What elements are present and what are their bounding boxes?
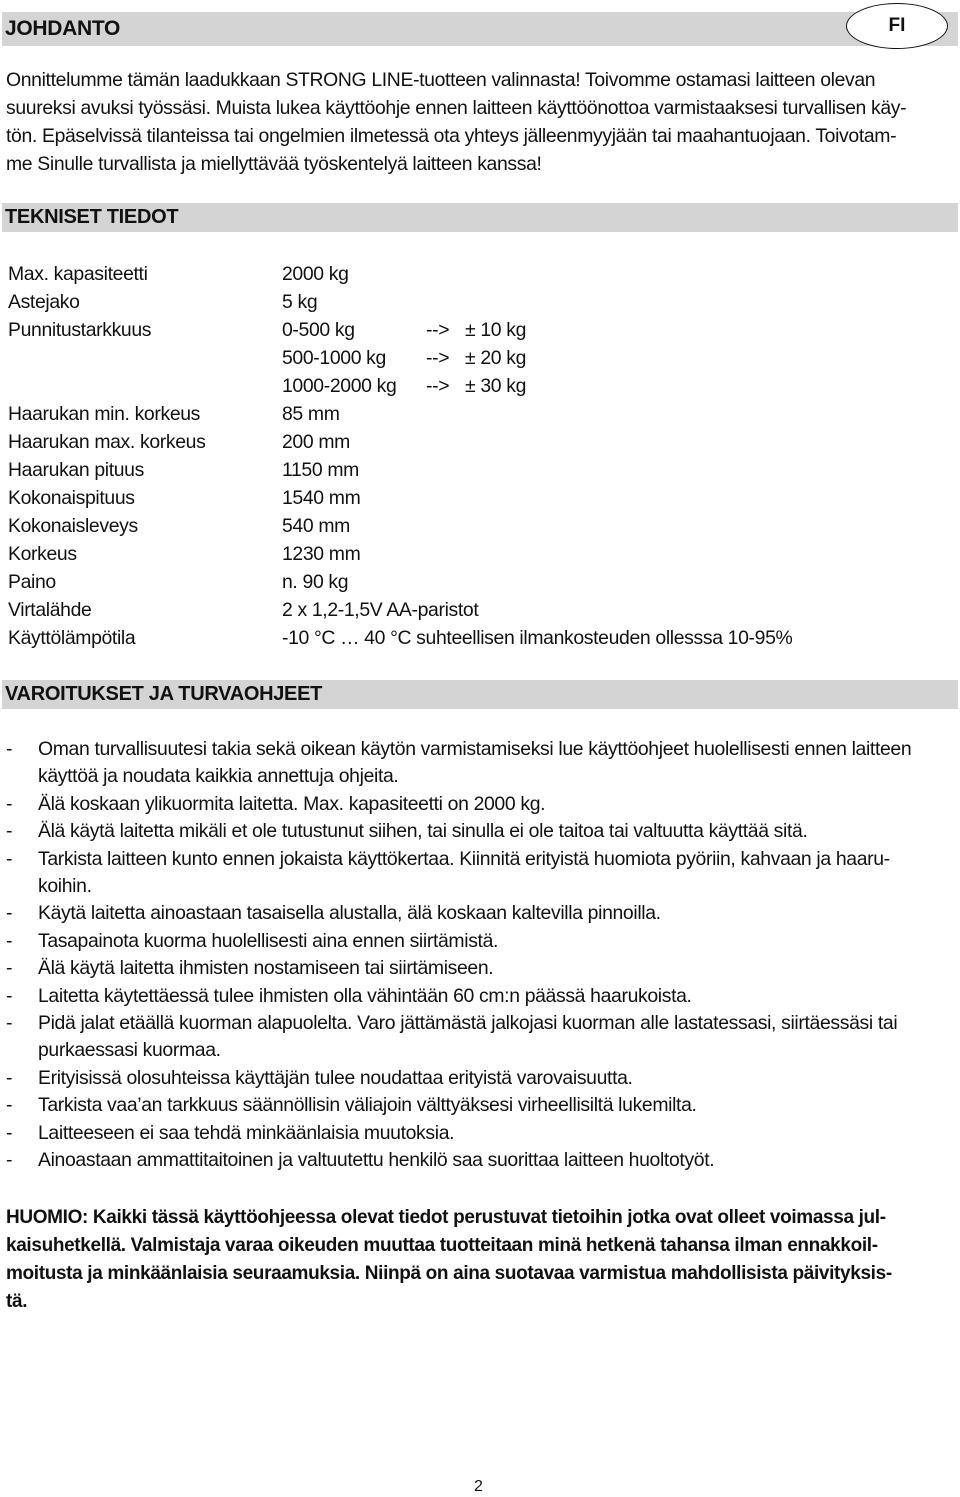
warning-item [6,736,956,791]
intro-line: suureksi avuksi työssäsi. Muista lukea käyttöohje ennen laitteen käyttöönottoa varmistaaksesi turvallisen käy- [6,97,907,119]
warning-line: koihin. [38,875,92,898]
warning-text [38,955,956,982]
warning-item [6,846,956,901]
spec-label: Käyttölämpötila [8,627,136,649]
spec-row [8,568,948,596]
spec-row [8,400,948,428]
warning-line: Ainoastaan ammattitaitoinen ja valtuutettu henkilö saa suorittaa laitteen huoltotyöt. [38,1149,715,1172]
spec-value: 0-500 kg [282,319,355,341]
spec-label: Kokonaisleveys [8,515,138,537]
warning-text [38,846,956,901]
warning-line: Tasapainota kuorma huolellisesti aina ennen siirtämistä. [38,929,499,952]
warning-line: Älä koskaan ylikuormita laitetta. Max. kapasiteetti on 2000 kg. [38,792,546,815]
bullet-dash: - [6,957,13,980]
warnings-list [6,736,956,1175]
notice-line: tä. [6,1291,28,1312]
bullet-dash: - [6,1121,13,1144]
spec-value: 2 x 1,2-1,5V AA-paristot [282,599,479,621]
spec-label: Haarukan pituus [8,459,144,481]
spec-value: 2000 kg [282,263,349,285]
spec-row [8,512,948,540]
warning-line: purkaessasi kuormaa. [38,1039,221,1062]
spec-value: 5 kg [282,291,318,313]
warning-text [38,791,956,818]
notice-paragraph [6,1204,956,1316]
bullet-dash: - [6,902,13,925]
bullet-dash: - [6,1066,13,1089]
bullet-dash: - [6,847,13,870]
bullet-dash: - [6,820,13,843]
bullet-dash: - [6,1094,13,1117]
spec-value: 1540 mm [282,487,361,509]
bullet-dash: - [6,1149,13,1172]
warning-line: Älä käytä laitetta mikäli et ole tutustunut siihen, tai sinulla ei ole taitoa tai valtuutta käyttää sitä. [38,820,808,843]
warning-item [6,1120,956,1147]
section-header-johdanto [2,12,958,46]
warning-text [38,1065,956,1092]
spec-label: Virtalähde [8,599,92,621]
spec-row [8,624,948,652]
section-header-warnings [2,680,958,709]
spec-row [8,316,948,344]
spec-value: n. 90 kg [282,571,349,593]
spec-label: Max. kapasiteetti [8,263,148,285]
warning-item [6,1147,956,1174]
warning-text [38,736,956,791]
spec-value: 1000-2000 kg [282,375,397,397]
language-code: FI [888,15,906,36]
warning-line: Oman turvallisuutesi takia sekä oikean käytön varmistamiseksi lue käyttöohjeet huolellisesti ennen laitteen [38,738,912,760]
intro-line: Onnittelumme tämän laadukkaan STRONG LINE-tuotteen valinnasta! Toivomme ostamasi laitteen olevan [6,69,876,91]
spec-label: Haarukan min. korkeus [8,403,201,425]
spec-row [8,456,948,484]
intro-line: tön. Epäselvissä tilanteissa tai ongelmien ilmetessä ota yhteys jälleenmyyjään tai maahantuojaan. Toivotam- [6,125,897,147]
warning-item [6,818,956,845]
bullet-dash: - [6,738,13,760]
warning-item [6,1092,956,1119]
warning-text [38,1147,956,1174]
notice-line: HUOMIO: Kaikki tässä käyttöohjeessa olevat tiedot perustuvat tietoihin jotka ovat olleet voimassa jul- [6,1207,886,1228]
spec-arrow: --> [426,319,450,341]
notice-line: kaisuhetkellä. Valmistaja varaa oikeuden muuttaa tuotteitaan minä hetkenä tahansa ilman ennakkoil- [6,1235,878,1256]
spec-tolerance: ± 10 kg [465,319,527,341]
spec-label: Korkeus [8,543,77,565]
warning-item [6,1065,956,1092]
warning-text [38,1092,956,1119]
warning-line: Erityisissä olosuhteissa käyttäjän tulee noudattaa erityistä varovaisuutta. [38,1066,633,1089]
warning-item [6,955,956,982]
warning-item [6,791,956,818]
warning-text [38,928,956,955]
spec-row [8,344,948,372]
spec-arrow: --> [426,347,450,369]
warning-line: Tarkista vaa’an tarkkuus säännöllisin väliajoin välttyäksesi virheellisiltä lukemilta. [38,1094,697,1117]
warning-text [38,1120,956,1147]
spec-arrow: --> [426,375,450,397]
spec-row [8,428,948,456]
spec-label: Punnitustarkkuus [8,319,152,341]
warning-text [38,1010,956,1065]
section-title: TEKNISET TIEDOT [5,206,179,228]
page-number: 2 [474,1478,483,1495]
warning-line: käyttöä ja noudata kaikkia annettuja ohjeita. [38,765,399,788]
spec-row [8,484,948,512]
spec-label: Kokonaispituus [8,487,135,509]
bullet-dash: - [6,984,13,1007]
section-header-specs [2,203,958,232]
spec-value: 1150 mm [282,459,359,481]
spec-value: 1230 mm [282,543,361,565]
section-title: JOHDANTO [5,17,121,40]
specs-table [8,260,948,652]
spec-label: Haarukan max. korkeus [8,431,206,453]
warning-item [6,900,956,927]
spec-row [8,288,948,316]
spec-row [8,372,948,400]
section-title: VAROITUKSET JA TURVAOHJEET [5,683,323,705]
warning-item [6,928,956,955]
intro-paragraph [6,66,954,178]
warning-line: Älä käytä laitetta ihmisten nostamiseen tai siirtämiseen. [38,957,494,980]
warning-line: Laitetta käytettäessä tulee ihmisten olla vähintään 60 cm:n päässä haarukoista. [38,984,692,1007]
warning-item [6,1010,956,1065]
warning-text [38,900,956,927]
spec-value: 85 mm [282,403,340,425]
spec-tolerance: ± 30 kg [465,375,527,397]
spec-tolerance: ± 20 kg [465,347,527,369]
spec-label: Astejako [8,291,80,313]
intro-line: me Sinulle turvallista ja miellyttävää työskentelyä laitteen kanssa! [6,153,542,175]
warning-line: Käytä laitetta ainoastaan tasaisella alustalla, älä koskaan kaltevilla pinnoilla. [38,902,661,925]
notice-line: moitusta ja minkäänlaisia seuraamuksia. Niinpä on aina suotavaa varmistua mahdollisista päivityksis- [6,1263,892,1284]
warning-text [38,983,956,1010]
bullet-dash: - [6,1012,13,1035]
warning-line: Laitteeseen ei saa tehdä minkäänlaisia muutoksia. [38,1121,455,1144]
spec-value: 200 mm [282,431,350,453]
spec-row [8,540,948,568]
bullet-dash: - [6,929,13,952]
bullet-dash: - [6,792,13,815]
spec-row [8,596,948,624]
warning-line: Tarkista laitteen kunto ennen jokaista käyttökertaa. Kiinnitä erityistä huomiota pyöriin, kahvaan ja haaru- [38,847,890,870]
spec-value: 540 mm [282,515,350,537]
warning-text [38,818,956,845]
spec-value: -10 °C … 40 °C suhteellisen ilmankosteuden ollesssa 10-95% [282,627,793,649]
spec-value: 500-1000 kg [282,347,386,369]
spec-row [8,260,948,288]
spec-label: Paino [8,571,56,593]
warning-item [6,983,956,1010]
language-badge [846,3,948,49]
warning-line: Pidä jalat etäällä kuorman alapuolelta. Varo jättämästä jalkojasi kuorman alle lastatessasi, siirtäessäsi tai [38,1012,898,1035]
